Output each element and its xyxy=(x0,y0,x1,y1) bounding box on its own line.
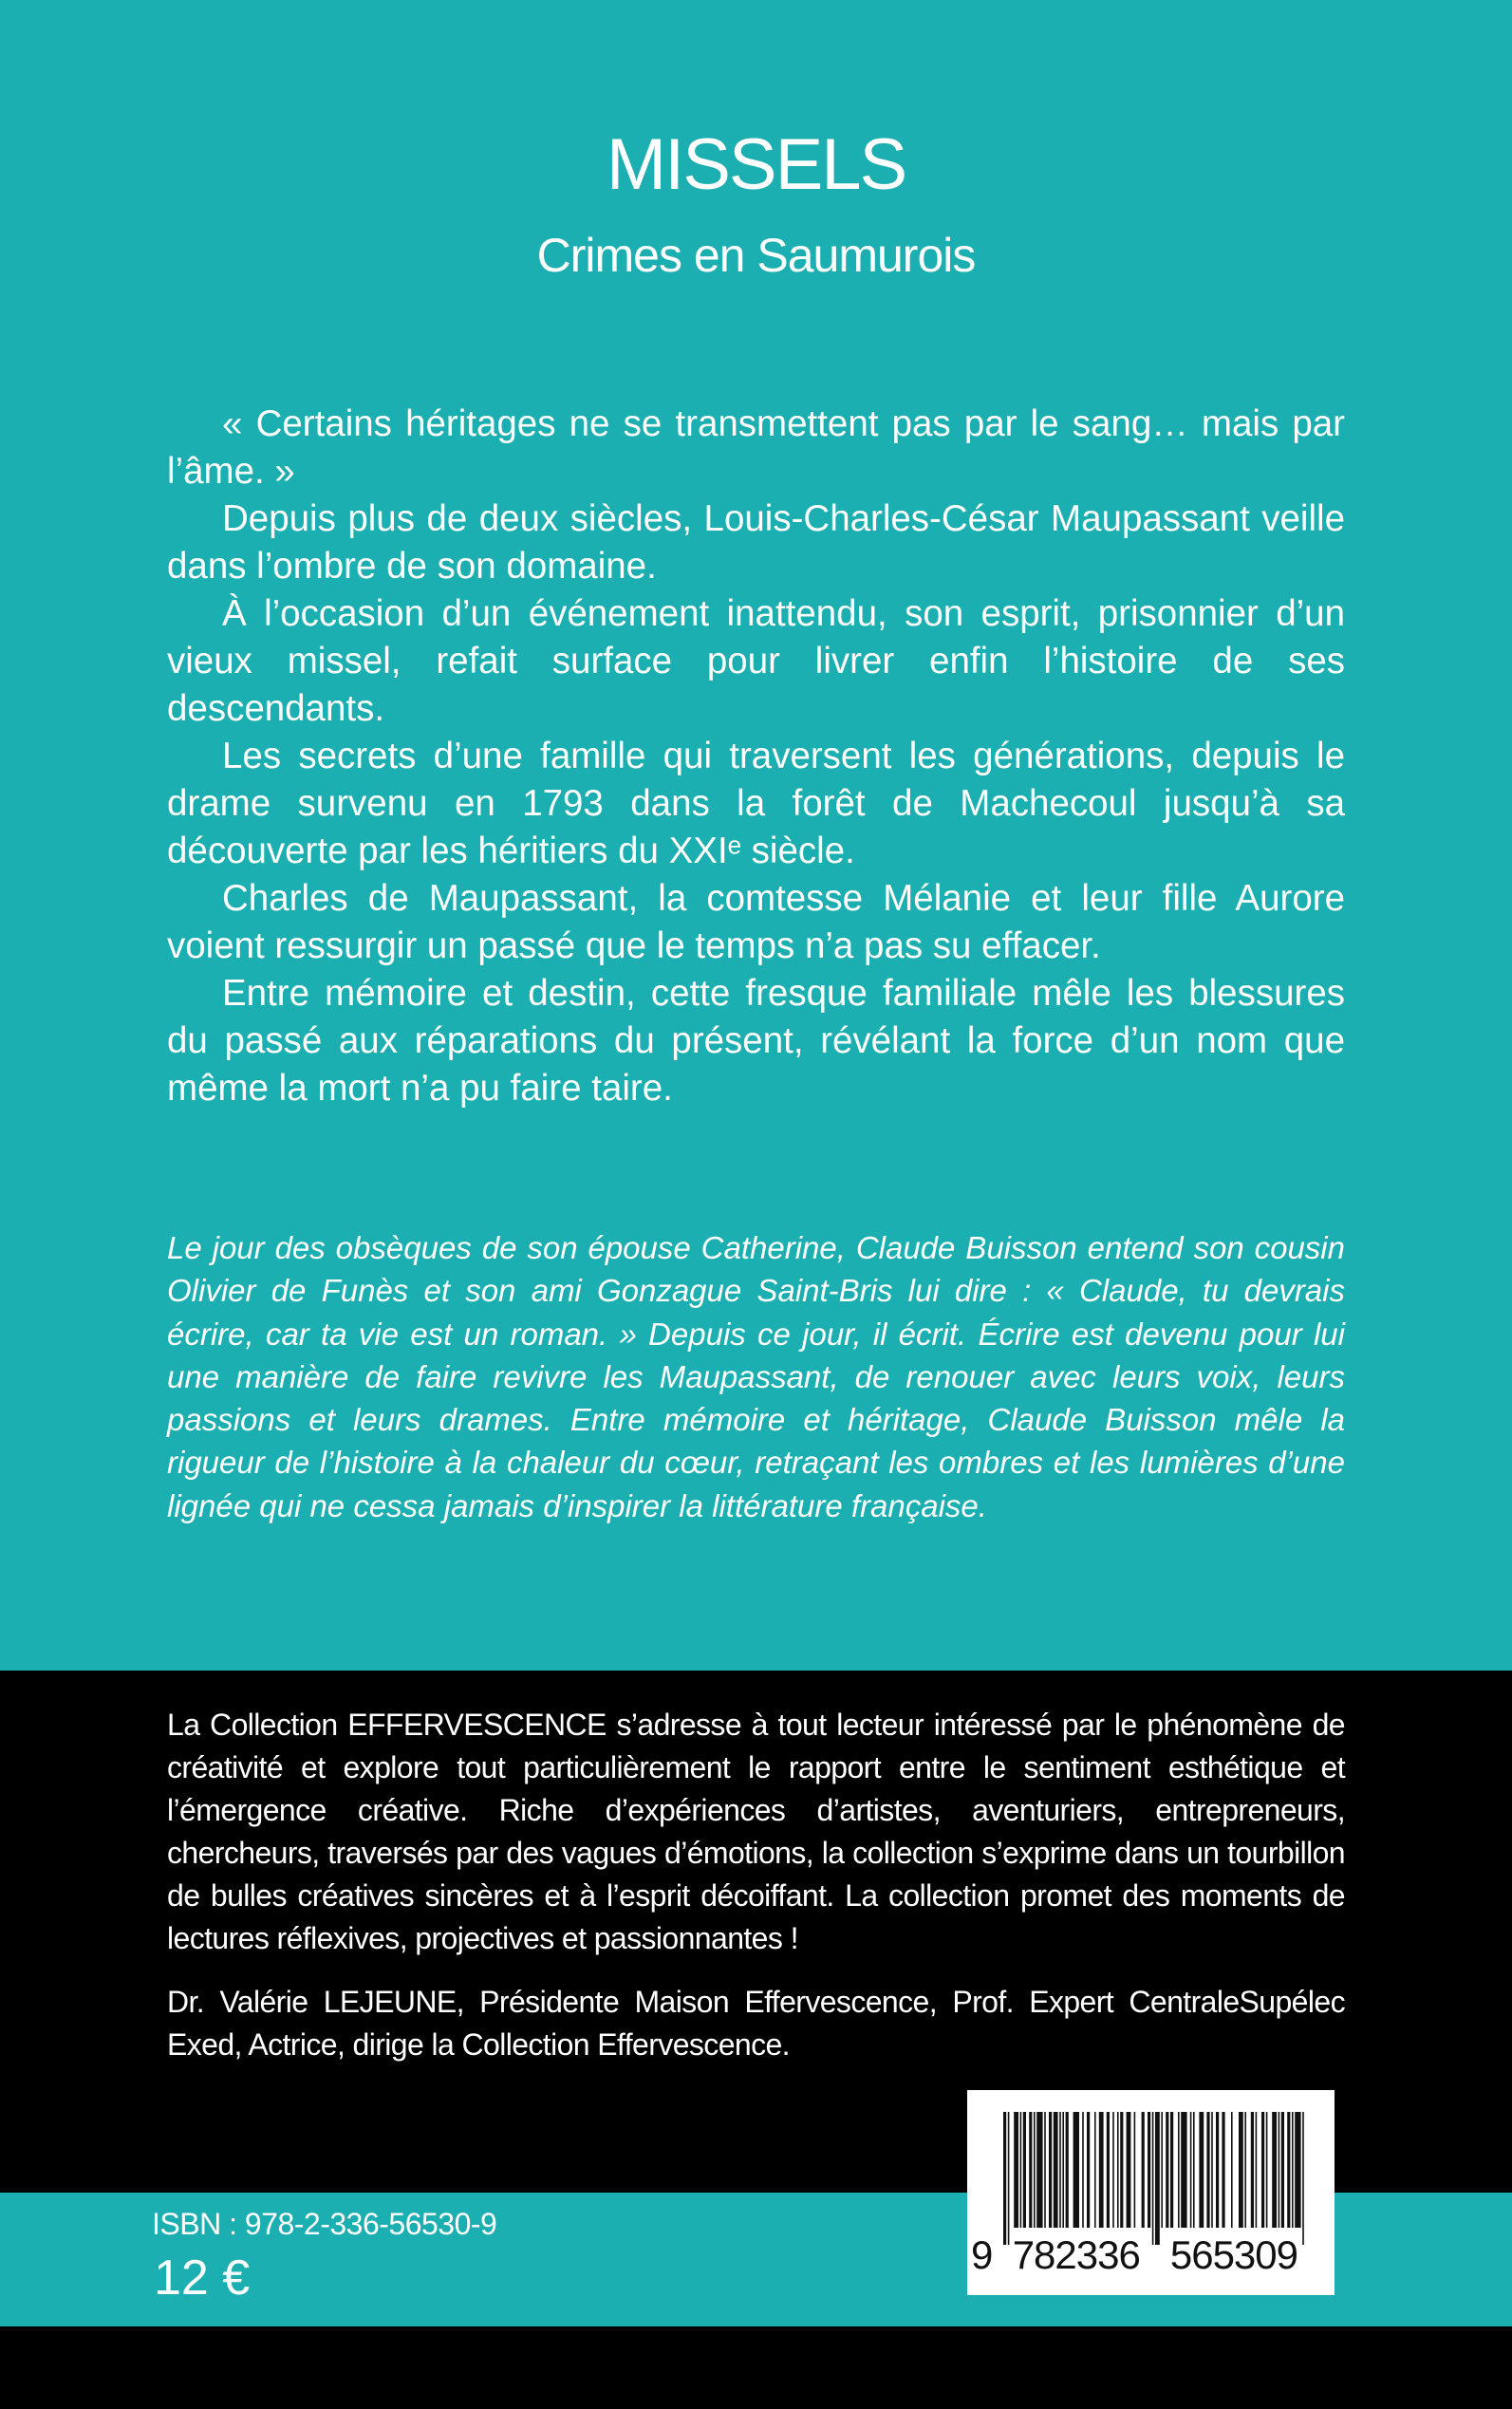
barcode-bar xyxy=(1281,2112,1284,2228)
barcode-bar xyxy=(1059,2112,1061,2228)
collection-description: La Collection EFFERVESCENCE s’adresse à tout lecteur intéressé par le phénomène de créativité et explore tout particulièrement le rapport entre le sentiment esthétique et l’émergence créative. Riche d’expériences d’artistes, aventuriers, entrepreneurs, chercheurs, traversés par des vagues d’émotions, la collection s’exprime dans un tourbillon de bulles créatives sincères et à l’esprit décoiffant. La collection promet des moments de lectures réflexives, projectives et passionnantes ! xyxy=(167,1708,1345,1955)
barcode-bar xyxy=(1112,2112,1114,2228)
barcode-bar xyxy=(1107,2112,1110,2228)
barcode-bar xyxy=(1251,2112,1254,2228)
barcode-digits: 9 782336 565309 xyxy=(971,2232,1298,2277)
barcode-bar xyxy=(1066,2112,1069,2228)
barcode-bar xyxy=(1256,2112,1258,2228)
barcode-bar xyxy=(1190,2112,1192,2228)
price: 12 € xyxy=(154,2250,251,2306)
barcode-bar xyxy=(1155,2112,1160,2245)
barcode-bar xyxy=(1148,2112,1150,2228)
isbn: ISBN : 978-2-336-56530-9 xyxy=(152,2207,497,2241)
barcode-bar xyxy=(1008,2112,1010,2245)
barcode-bar xyxy=(1193,2112,1195,2228)
barcode-bar xyxy=(1073,2112,1079,2228)
barcode-bar xyxy=(1099,2112,1104,2228)
barcode-bar xyxy=(1094,2112,1096,2228)
barcode-bar xyxy=(1231,2112,1233,2228)
barcode-bar xyxy=(1034,2112,1036,2228)
barcode-bar xyxy=(1166,2112,1168,2228)
book-subtitle: Crimes en Saumurois xyxy=(536,229,976,282)
barcode-bar xyxy=(1062,2112,1064,2228)
barcode-bar xyxy=(1036,2112,1042,2228)
barcode-bar xyxy=(1020,2112,1022,2228)
barcode-bar xyxy=(1120,2112,1123,2228)
barcode-bar xyxy=(1014,2112,1018,2228)
collection-director: Dr. Valérie LEJEUNE, Présidente Maison Effervescence, Prof. Expert CentraleSupélec Exed, Actrice, dirige la Collection Effervescence. xyxy=(167,1985,1345,2062)
barcode-bar xyxy=(1178,2112,1180,2228)
barcode-bar xyxy=(1287,2112,1290,2228)
barcode-bar xyxy=(1239,2112,1243,2228)
barcode-bar xyxy=(1181,2112,1186,2228)
synopsis-paragraph: À l’occasion d’un événement inattendu, son esprit, prisonnier d’un vieux missel, refait surface pour livrer enfin l’histoire de ses descendants. xyxy=(167,593,1345,729)
barcode-bar xyxy=(1117,2112,1119,2228)
barcode-bar xyxy=(1244,2112,1246,2228)
barcode-bar xyxy=(1161,2112,1163,2228)
barcode-bar xyxy=(1023,2112,1026,2228)
barcode-bar xyxy=(1049,2112,1052,2228)
barcode-bar xyxy=(1044,2112,1046,2228)
barcode-bar xyxy=(1170,2112,1173,2228)
barcode-bar xyxy=(1266,2112,1268,2228)
barcode-bar xyxy=(1152,2112,1154,2245)
collection-text xyxy=(167,1704,1345,2087)
barcode-bar xyxy=(1222,2112,1224,2228)
barcode-bar xyxy=(1279,2112,1280,2228)
barcode-bar xyxy=(1127,2112,1131,2228)
barcode-bar xyxy=(1295,2112,1300,2228)
synopsis-paragraph: Les secrets d’une famille qui traversent les générations, depuis le drame survenu en 1793 dans la forêt de Machecoul jusqu’à sa découverte par les héritiers du XXIᵉ siècle. xyxy=(167,736,1345,871)
barcode-bar xyxy=(1206,2112,1209,2228)
barcode xyxy=(967,2090,1335,2295)
barcode-bar xyxy=(1211,2112,1213,2228)
synopsis-paragraph: Charles de Maupassant, la comtesse Mélanie et leur fille Aurore voient ressurgir un passé que le temps n’a pas su effacer. xyxy=(167,878,1345,966)
author-bio: Le jour des obsèques de son épouse Catherine, Claude Buisson entend son cousin Olivier de Funès et son ami Gonzague Saint-Bris lui dire : « Claude, tu devrais écrire, car ta vie est un roman. » Depuis ce jour, il écrit. Écrire est devenu pour lui une manière de faire revivre les Maupassant, de renouer avec leurs voix, leurs passions et leurs drames. Entre mémoire et héritage, Claude Buisson mêle la rigueur de l’histoire à la chaleur du cœur, retraçant les ombres et les lumières d’une lignée qui ne cessa jamais d’inspirer la littérature française. xyxy=(167,1230,1345,1523)
bottom-strip xyxy=(0,2326,1512,2409)
barcode-bars xyxy=(1001,2112,1305,2245)
barcode-bar xyxy=(1082,2112,1084,2228)
barcode-bar xyxy=(1302,2112,1304,2245)
barcode-bar xyxy=(1272,2112,1277,2228)
barcode-bar xyxy=(1292,2112,1294,2228)
synopsis-paragraph: Depuis plus de deux siècles, Louis-Charles-César Maupassant veille dans l’ombre de son domaine. xyxy=(167,498,1345,587)
barcode-bar xyxy=(1261,2112,1264,2228)
barcode-bar xyxy=(1003,2112,1006,2245)
barcode-bar xyxy=(1054,2112,1058,2228)
barcode-bar xyxy=(1029,2112,1032,2228)
synopsis xyxy=(167,401,1345,1112)
barcode-bar xyxy=(1199,2112,1204,2228)
barcode-bar xyxy=(1142,2112,1145,2228)
synopsis-paragraph: « Certains héritages ne se transmettent pas par le sang… mais par l’âme. » xyxy=(167,403,1345,492)
barcode-bar xyxy=(1216,2112,1219,2228)
book-title: MISSELS xyxy=(606,124,906,205)
barcode-bar xyxy=(1087,2112,1090,2228)
barcode-bar xyxy=(1134,2112,1136,2228)
synopsis-paragraph: Entre mémoire et destin, cette fresque familiale mêle les blessures du passé aux réparations du présent, révélant la force d’un nom que même la mort n’a pu faire taire. xyxy=(167,973,1345,1109)
